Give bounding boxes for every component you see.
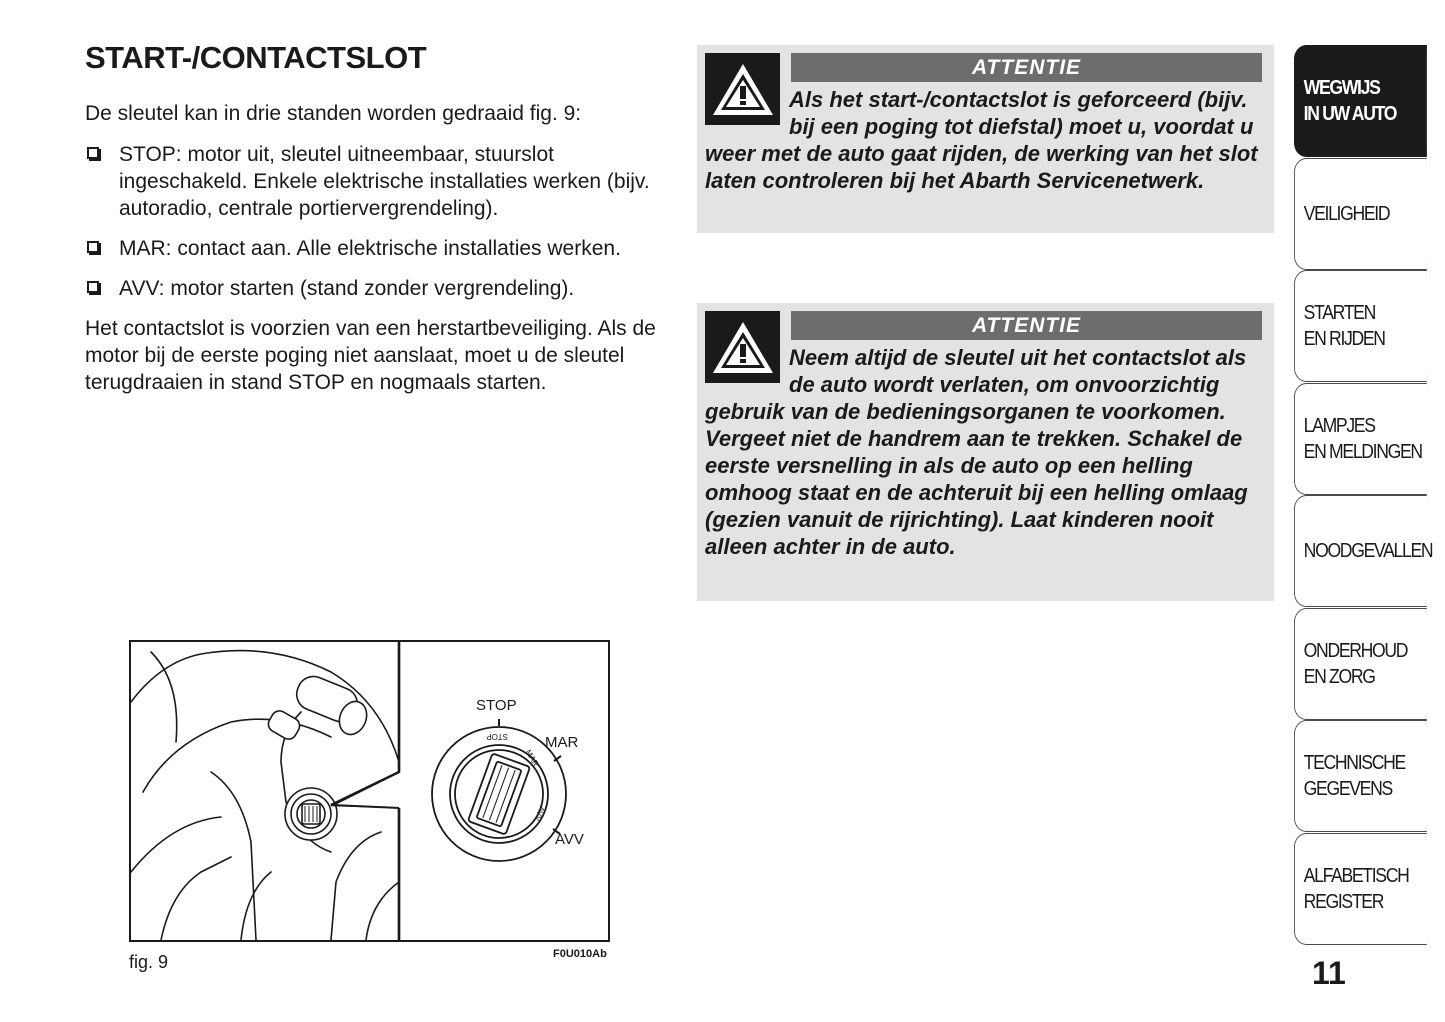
list-item: STOP: motor uit, sleutel uitneembaar, stuurslot ingeschakeld. Enkele elektrische installaties werken (bijv. autoradio, centrale portiervergrendeling). — [85, 141, 660, 222]
warning-box-2 — [697, 303, 1274, 601]
list-item: AVV: motor starten (stand zonder vergrendeling). — [85, 275, 660, 302]
ring-avv-label: AVV — [532, 804, 547, 823]
tab-wegwijs-in-uw-auto[interactable]: WEGWIJS IN UW AUTO — [1294, 45, 1427, 157]
checkbox-bullet-icon — [87, 241, 99, 253]
tab-alfabetisch-register[interactable]: ALFABETISCH REGISTER — [1294, 833, 1427, 945]
warning-text: Neem altijd de sleutel uit het contactslot als de auto wordt verlaten, om onvoorzichtig gebruik van de bedieningsorganen te voorkomen. Vergeet niet de handrem aan te trekken. Schakel de eerste versnelling in als de auto op een helling omhoog staat en de achteruit bij een helling omlaag (gezien vanuit de rijrichting). Laat kinderen nooit alleen achter in de auto. — [705, 345, 1248, 559]
checkbox-bullet-icon — [87, 281, 99, 293]
warning-triangle-icon — [705, 53, 780, 125]
position-list — [85, 141, 660, 302]
warning-box-1 — [697, 45, 1274, 233]
tab-onderhoud-en-zorg[interactable]: ONDERHOUD EN ZORG — [1294, 608, 1427, 720]
warning-label: ATTENTIE — [791, 311, 1262, 340]
section-title: START-/CONTACTSLOT — [85, 40, 427, 75]
callout-stop-label: STOP — [476, 697, 517, 714]
list-item: MAR: contact aan. Alle elektrische installaties werken. — [85, 235, 660, 262]
callout-avv-label: AVV — [555, 831, 584, 848]
warning-triangle-icon — [705, 311, 780, 383]
body-column — [85, 100, 660, 396]
ignition-illustration — [131, 642, 608, 940]
tab-veiligheid[interactable]: VEILIGHEID — [1294, 158, 1427, 270]
chapter-tabs — [1294, 45, 1445, 945]
tab-noodgevallen[interactable]: NOODGEVALLEN — [1294, 495, 1427, 607]
intro-text: De sleutel kan in drie standen worden gedraaid fig. 9: — [85, 102, 582, 125]
ring-stop-label: STOP — [486, 732, 508, 741]
warning-text: Als het start-/contactslot is geforceerd (bijv. bij een poging tot diefstal) moet u, voordat u weer met de auto gaat rijden, de werking van het slot laten controleren bij het Abarth Servicenetwerk. — [705, 87, 1258, 193]
checkbox-bullet-icon — [87, 147, 99, 159]
tab-starten-en-rijden[interactable]: STARTEN EN RIJDEN — [1294, 270, 1427, 382]
callout-mar-label: MAR — [545, 734, 579, 751]
tab-technische-gegevens[interactable]: TECHNISCHE GEGEVENS — [1294, 720, 1427, 832]
page-number: 11 — [1312, 955, 1346, 991]
warning-label: ATTENTIE — [791, 53, 1262, 82]
restart-paragraph: Het contactslot is voorzien van een herstartbeveiliging. Als de motor bij de eerste poging niet aanslaat, moet u de sleutel terugdraaien in stand STOP en nogmaals starten. — [85, 317, 656, 394]
tab-lampjes-en-meldingen[interactable]: LAMPJES EN MELDINGEN — [1294, 383, 1427, 495]
figure-caption: fig. 9 — [129, 952, 169, 972]
ring-mar-label: MAR — [523, 748, 541, 768]
figure-code: F0U010Ab — [553, 948, 607, 960]
ignition-figure — [129, 640, 610, 942]
